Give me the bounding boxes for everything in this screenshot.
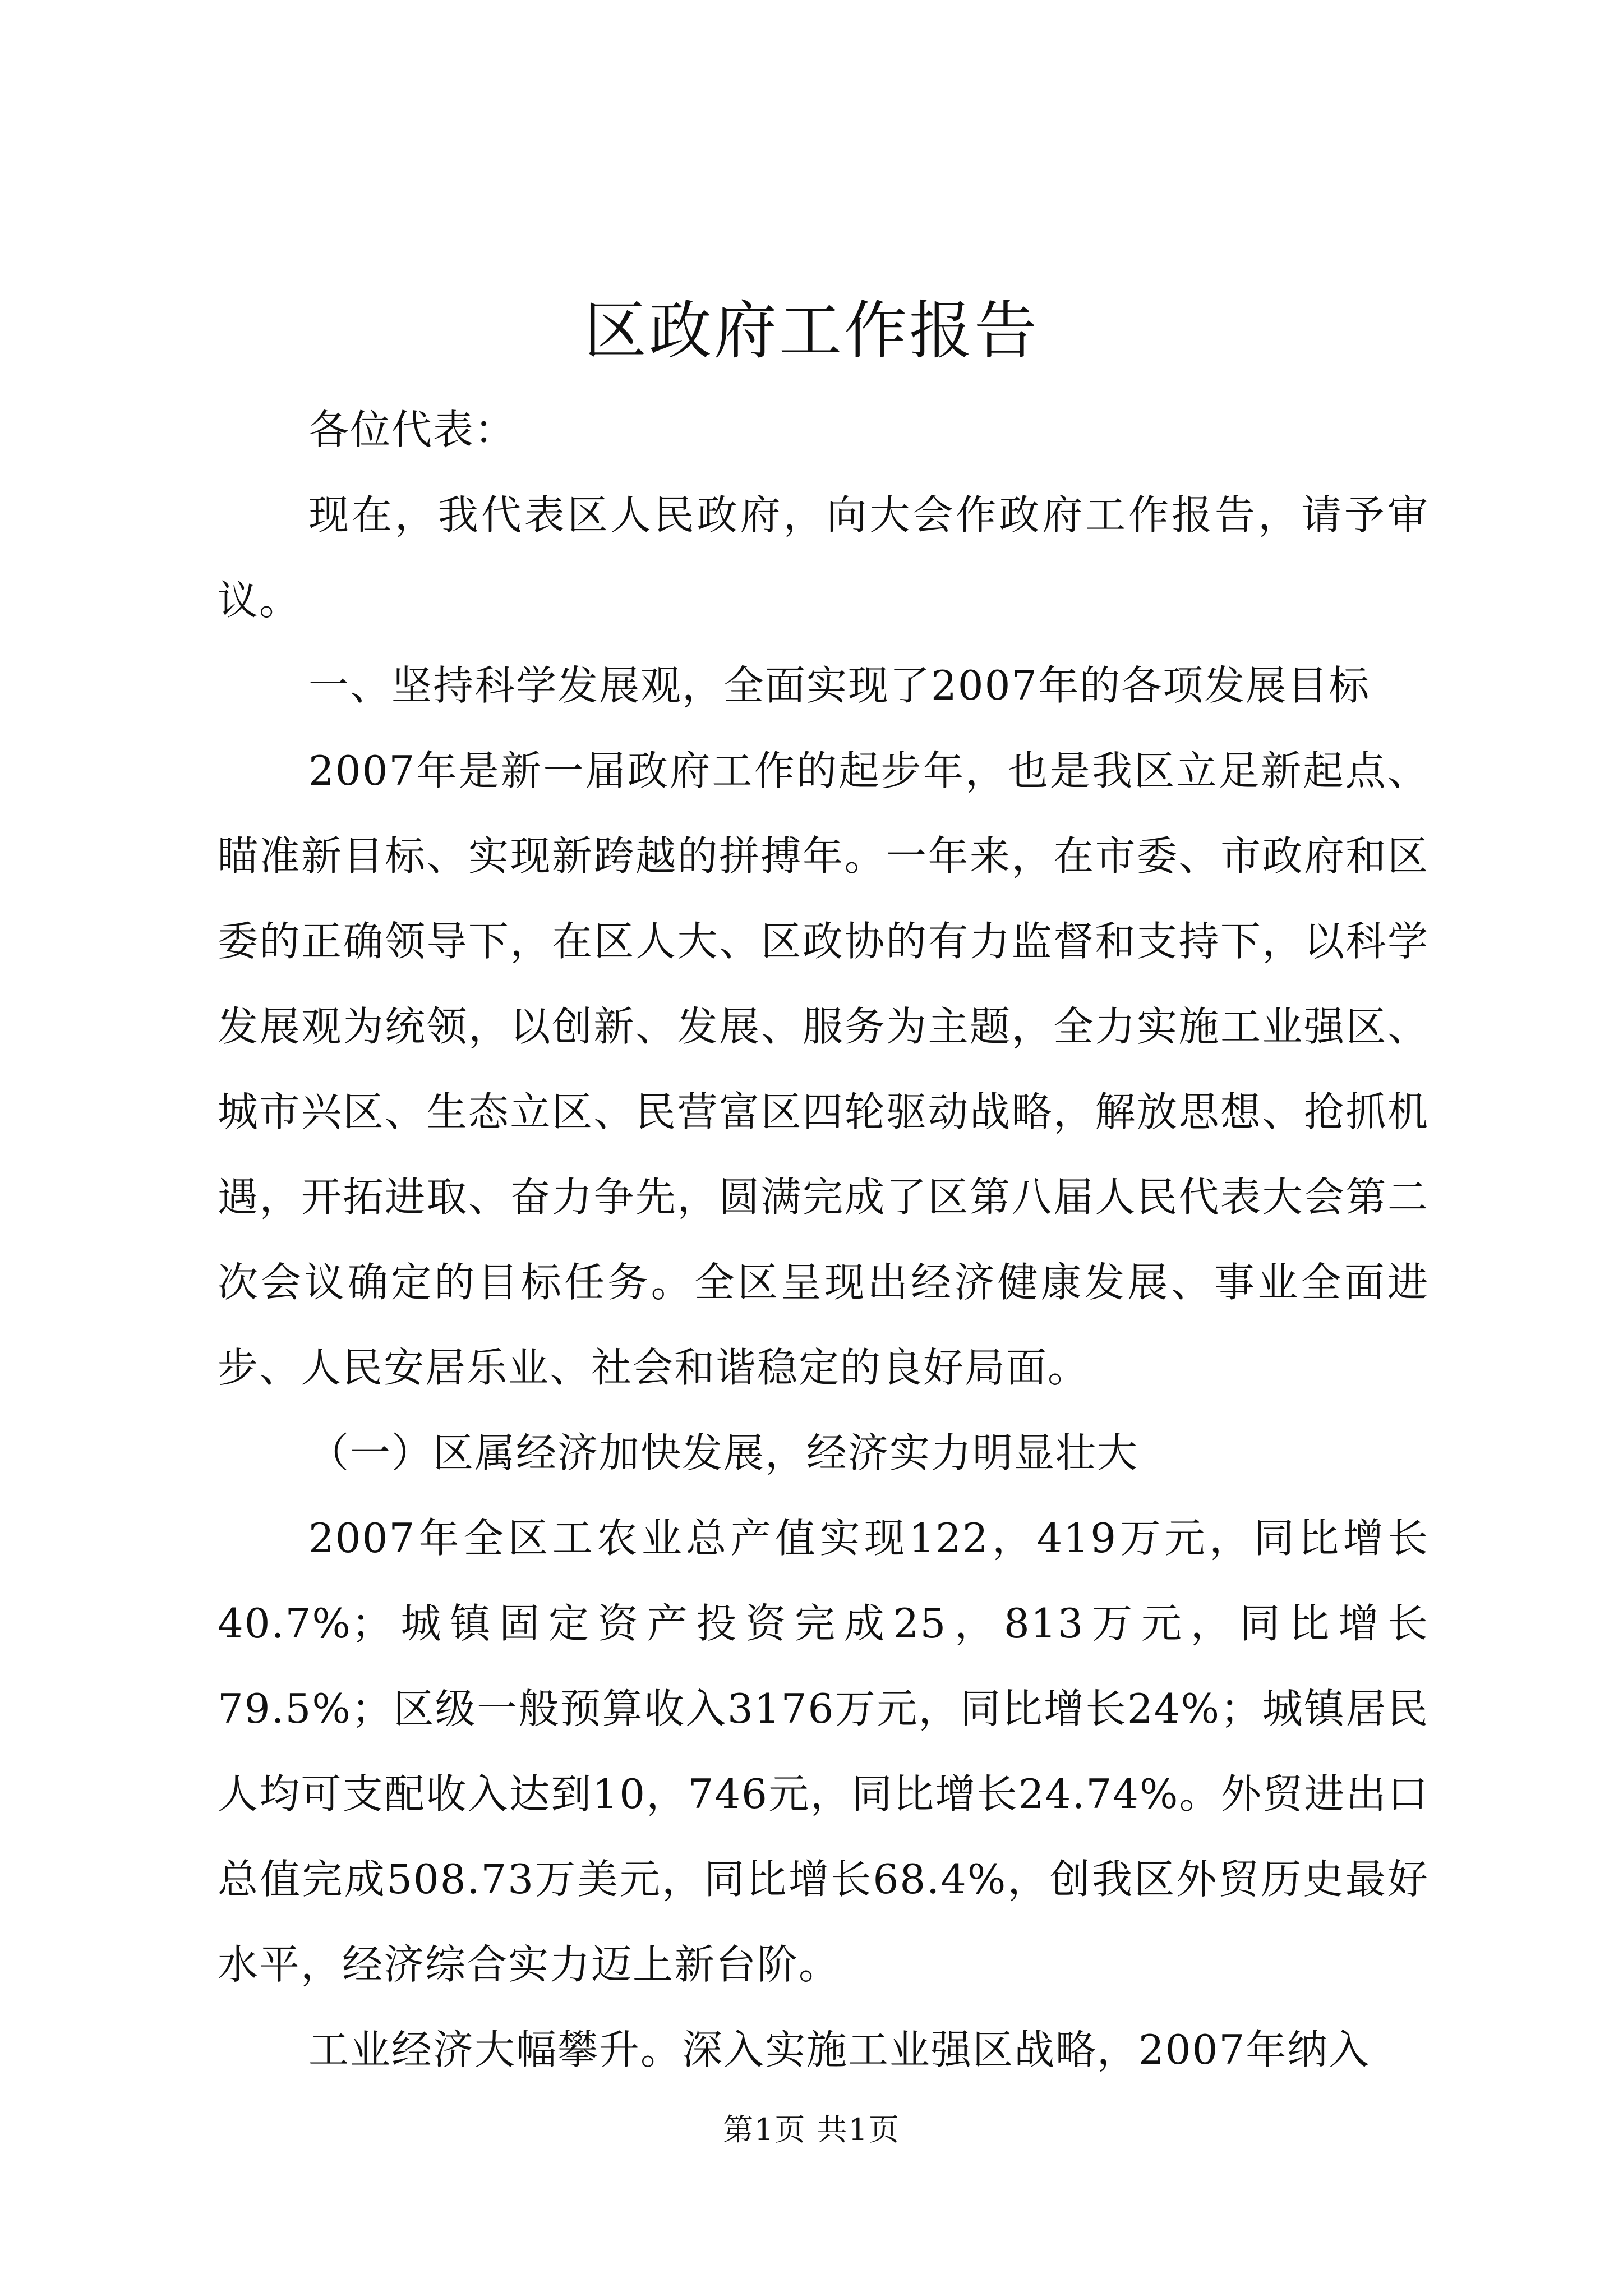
section-heading: 一、坚持科学发展观，全面实现了2007年的各项发展目标 [308,662,1371,709]
page-footer: 第1页 共1页 [723,2112,900,2147]
subsection-heading: （一）区属经济加快发展，经济实力明显壮大 [308,1429,1139,1476]
paragraph-intro: 现在，我代表区人民政府，向大会作政府工作报告，请予审议。 [218,491,1429,624]
paragraph-industry: 工业经济大幅攀升。深入实施工业强区战略，2007年纳入 [308,2026,1371,2073]
paragraph-statistics: 2007年全区工农业总产值实现122，419万元，同比增长40.7%；城镇固定资产投资完成25，813万元，同比增长79.5%；区级一般预算收入3176万元，同比增长24%；城镇居民人均可支配收入达到10，746元，同比增长24.74%。外贸进出口总值完成508.73万美元，同比增长68.4%，创我区外贸历史最好水平，经济综合实力迈上新台阶。 [218,1515,1429,1988]
document-title: 区政府工作报告 [584,295,1039,367]
paragraph-overview: 2007年是新一届政府工作的起步年，也是我区立足新起点、瞄准新目标、实现新跨越的拼搏年。一年来，在市委、市政府和区委的正确领导下，在区人大、区政协的有力监督和支持下，以科学发展观为统领，以创新、发展、服务为主题，全力实施工业强区、城市兴区、生态立区、民营富区四轮驱动战略，解放思想、抢抓机遇，开拓进取、奋力争先，圆满完成了区第八届人民代表大会第二次会议确定的目标任务。全区呈现出经济健康发展、事业全面进步、人民安居乐业、社会和谐稳定的良好局面。 [218,747,1429,1391]
salutation: 各位代表： [308,406,517,453]
document-body [218,387,1429,2092]
